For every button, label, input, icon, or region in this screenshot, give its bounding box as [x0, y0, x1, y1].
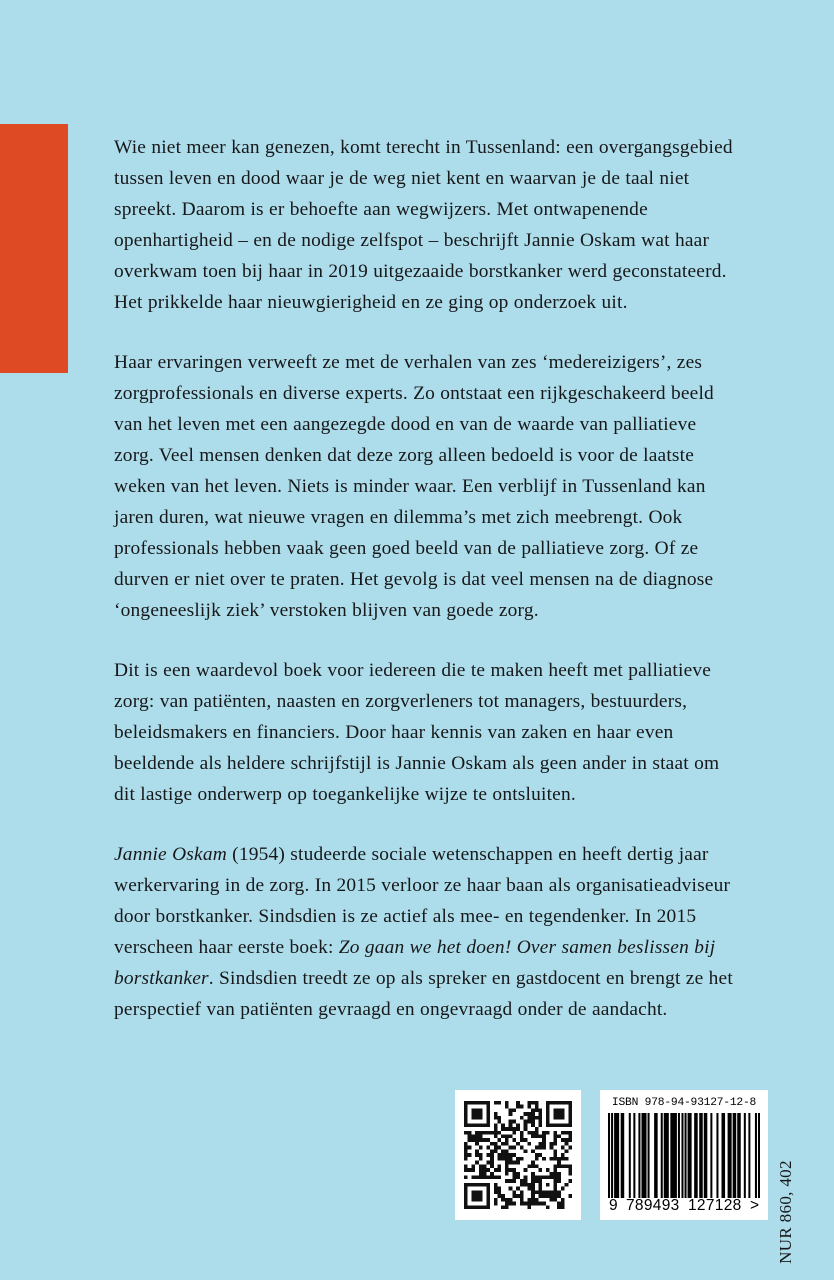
barcode-digits [608, 1197, 760, 1214]
blurb-text-column [114, 132, 740, 1025]
author-birth-year-value: (1954) [232, 844, 286, 865]
author-name: Jannie Oskam [114, 844, 227, 865]
bio-text-part-2: . Sindsdien treedt ze op als spreker en gastdocent en brengt ze het perspectief van patiënten gevraagd en ongevraagd onder de aandacht. [114, 968, 733, 1020]
qr-code-icon[interactable] [464, 1101, 572, 1209]
barcode-trail-symbol: > [749, 1197, 759, 1214]
barcode-lead-digit: 9 [609, 1197, 618, 1214]
blurb-paragraph-1: Wie niet meer kan genezen, komt terecht in Tussenland: een overgangsgebied tussen leven en dood waar je de weg niet kent en waarvan je de taal niet spreekt. Daarom is er behoefte aan wegwijzers. Met ontwapenende openhartigheid – en de nodige zelfspot – beschrijft Jannie Oskam wat haar overkwam toen bij haar in 2019 uitgezaaide borstkanker werd geconstateerd. Het prikkelde haar nieuwgierigheid en ze ging op onderzoek uit. [114, 137, 733, 313]
blurb-paragraph-2: Haar ervaringen verweeft ze met de verhalen van zes ‘medereizigers’, zes zorgprofessionals en diverse experts. Zo ontstaat een rijkgeschakeerd beeld van het leven met een aangezegde dood en van de waarde van palliatieve zorg. Veel mensen denken dat deze zorg alleen bedoeld is voor de laatste weken van het leven. Niets is minder waar. Een verblijf in Tussenland kan jaren duren, wat nieuwe vragen en dilemma’s met zich meebrengt. Ook professionals hebben vaak geen goed beeld van de palliatieve zorg. Of ze durven er niet over te praten. Het gevolg is dat veel mensen na de diagnose ‘ongeneeslijk ziek’ verstoken blijven van goede zorg. [114, 352, 714, 621]
ean13-barcode-icon [608, 1113, 760, 1198]
nur-code-block [773, 1088, 799, 1264]
bio-text-part-1: studeerde sociale wetenschappen en heeft dertig jaar werkervaring in de zorg. In 2015 verloor ze haar baan als organisatieadviseur door borstkanker. Sindsdien is ze actief als mee- en tegendenker. In 2015 verscheen haar eerste boek: [114, 844, 731, 958]
orange-accent-block [0, 124, 68, 373]
nur-code-text: NUR 860, 402 [776, 1160, 796, 1264]
isbn-text: ISBN 978-94-93127-12-8 [611, 1097, 757, 1109]
codes-strip [455, 1088, 815, 1264]
barcode-block [600, 1090, 768, 1220]
previous-book-title: Zo gaan we het doen! Over samen beslissen bij borstkanker [114, 937, 716, 989]
author-bio-paragraph [114, 839, 740, 1025]
barcode-group-2: 127128 [687, 1197, 742, 1214]
barcode-group-1: 789493 [626, 1197, 680, 1214]
blurb-paragraph-3: Dit is een waardevol boek voor iedereen die te maken heeft met palliatieve zorg: van patiënten, naasten en zorgverleners tot managers, bestuurders, beleidsmakers en financiers. Door haar kennis van zaken en haar even beeldende als heldere schrijfstijl is Jannie Oskam als geen ander in staat om dit lastige onderwerp op toegankelijke wijze te ontsluiten. [114, 660, 720, 805]
qr-code-block[interactable] [455, 1090, 581, 1220]
